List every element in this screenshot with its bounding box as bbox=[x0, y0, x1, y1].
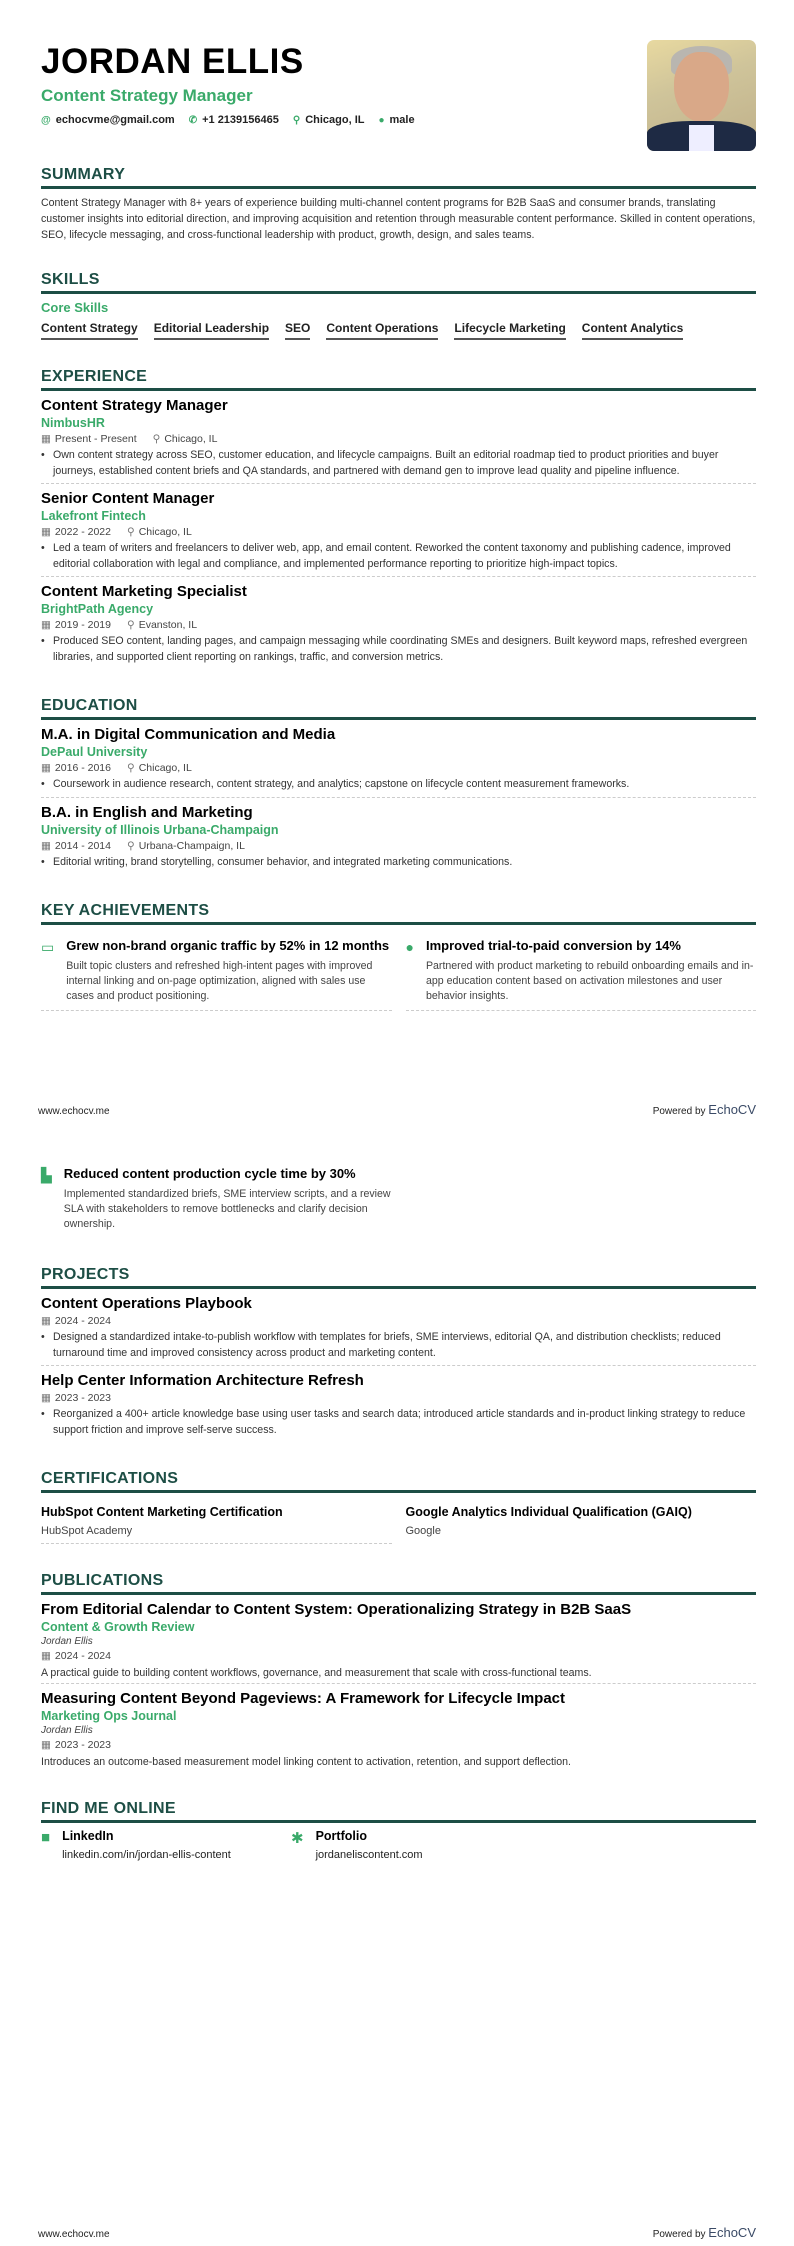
section-heading-skills: SKILLS bbox=[41, 271, 756, 294]
footer bbox=[38, 1102, 756, 1117]
achievement-item bbox=[406, 931, 757, 1011]
skill-tag: SEO bbox=[285, 321, 310, 340]
location: Chicago, IL bbox=[138, 762, 192, 774]
certifications-grid bbox=[41, 1499, 756, 1544]
location-icon: ⚲ bbox=[126, 839, 135, 852]
dates: 2016 - 2016 bbox=[54, 762, 111, 774]
project-title: Help Center Information Architecture Refresh bbox=[41, 1372, 364, 1389]
skill-tag: Content Operations bbox=[326, 321, 438, 340]
achievement-item bbox=[41, 1159, 392, 1238]
skill-tag: Content Analytics bbox=[582, 321, 684, 340]
school: DePaul University bbox=[41, 745, 148, 759]
achievement-title: Grew non-brand organic traffic by 52% in 12 months bbox=[66, 938, 390, 953]
location-icon: ⚲ bbox=[126, 619, 135, 631]
email[interactable]: echocvme@gmail.com bbox=[55, 114, 175, 126]
location-icon: ⚲ bbox=[126, 762, 135, 774]
degree: B.A. in English and Marketing bbox=[41, 803, 253, 821]
brand[interactable]: EchoCV bbox=[708, 2225, 756, 2240]
publication-entry bbox=[41, 1690, 756, 1772]
location: Chicago, IL bbox=[305, 114, 365, 126]
location: Chicago, IL bbox=[138, 526, 192, 538]
project-title: Content Operations Playbook bbox=[41, 1295, 252, 1312]
online-links bbox=[41, 1829, 756, 1861]
experience-entry bbox=[41, 583, 756, 669]
link-label: LinkedIn bbox=[62, 1829, 114, 1843]
location-icon: ⚲ bbox=[292, 115, 301, 126]
achievement-desc: Implemented standardized briefs, SME interview scripts, and a review SLA with stakeholders to remove bottlenecks and clarify decision ownership. bbox=[63, 1188, 391, 1230]
dates: 2023 - 2023 bbox=[54, 1392, 111, 1404]
speech-bubble-icon: ■ bbox=[41, 1829, 51, 1846]
education-entry bbox=[41, 726, 756, 798]
location-icon: ⚲ bbox=[152, 433, 161, 445]
section-heading-summary: SUMMARY bbox=[41, 166, 756, 189]
education-entry bbox=[41, 804, 756, 875]
summary-text: Content Strategy Manager with 8+ years of experience building multi-channel content programs for B2B SaaS and consumer brands, translating customer insights into editorial direction, and improving acquisition and retention through measurable content performance. Skilled in content operations, SEO, lifecycle messaging, and cross-functional leadership with product, growth, design, and sales teams. bbox=[41, 197, 756, 241]
certification-item bbox=[41, 1499, 392, 1544]
achievements-grid bbox=[41, 1159, 756, 1238]
gender: male bbox=[389, 114, 415, 126]
publisher: Content & Growth Review bbox=[41, 1620, 195, 1634]
bullet: • Editorial writing, brand storytelling, consumer behavior, and integrated marketing communications. bbox=[41, 855, 756, 871]
calendar-icon: ▦ bbox=[41, 526, 51, 538]
publication-title: Measuring Content Beyond Pageviews: A Framework for Lifecycle Impact bbox=[41, 1690, 566, 1707]
location: Evanston, IL bbox=[138, 619, 198, 631]
bullet: • Led a team of writers and freelancers to deliver web, app, and email content. Reworked the content taxonomy and publishing cadence, improved editorial collaboration with legal and compliance, and implemented performance reporting to prioritize high-impact topics. bbox=[41, 541, 756, 572]
achievement-title: Reduced content production cycle time by 30% bbox=[63, 1166, 356, 1181]
skill-tag: Lifecycle Marketing bbox=[454, 321, 565, 340]
publication-desc: A practical guide to building content workflows, governance, and measurement that scale with cross-functional teams. bbox=[41, 1667, 592, 1679]
publication-desc: Introduces an outcome-based measurement model linking content to activation, retention, and support deflection. bbox=[41, 1756, 572, 1768]
window-icon: ▭ bbox=[41, 939, 55, 955]
location: Chicago, IL bbox=[164, 433, 218, 445]
achievement-desc: Built topic clusters and refreshed high-intent pages with improved internal linking and on-page optimization, aligned with sales use cases and product positioning. bbox=[66, 960, 373, 1002]
job-title: Content Strategy Manager bbox=[41, 86, 253, 105]
location: Urbana-Champaign, IL bbox=[138, 839, 245, 852]
dates: Present - Present bbox=[54, 433, 137, 445]
chat-bubble-icon: ● bbox=[405, 939, 414, 955]
calendar-icon: ▦ bbox=[41, 1739, 51, 1751]
dates: 2022 - 2022 bbox=[54, 526, 111, 538]
bullet: • Own content strategy across SEO, customer education, and lifecycle campaigns. Built an editorial roadmap tied to product priorities and buyer journeys, established content briefs and QA standards, and partnered with demand gen to improve lead quality and pipeline influence. bbox=[41, 448, 756, 479]
page-2 bbox=[0, 1123, 794, 2246]
section-heading-publications: PUBLICATIONS bbox=[41, 1572, 756, 1595]
company: NimbusHR bbox=[41, 416, 105, 430]
calendar-icon: ▦ bbox=[41, 1392, 51, 1404]
name: JORDAN ELLIS bbox=[41, 42, 304, 81]
dates: 2023 - 2023 bbox=[54, 1739, 111, 1751]
section-heading-experience: EXPERIENCE bbox=[41, 368, 756, 391]
email-icon: @ bbox=[41, 115, 51, 126]
dates: 2014 - 2014 bbox=[54, 839, 111, 852]
bullet: • Reorganized a 400+ article knowledge base using user tasks and search data; introduced article standards and in-product linking strategy to reduce support friction and improve self-serve success. bbox=[41, 1407, 756, 1438]
skills-list bbox=[41, 321, 756, 340]
skill-tag: Content Strategy bbox=[41, 321, 138, 340]
certification-item bbox=[406, 1499, 757, 1544]
achievements-grid bbox=[41, 931, 756, 1011]
online-item-portfolio[interactable] bbox=[291, 1829, 501, 1861]
cert-name: HubSpot Content Marketing Certification bbox=[41, 1505, 283, 1519]
section-heading-achievements: KEY ACHIEVEMENTS bbox=[41, 902, 756, 925]
online-item-linkedin[interactable] bbox=[41, 1829, 251, 1861]
dates: 2019 - 2019 bbox=[54, 619, 111, 631]
section-heading-certifications: CERTIFICATIONS bbox=[41, 1470, 756, 1493]
powered-by: Powered by bbox=[652, 1106, 706, 1117]
publication-title: From Editorial Calendar to Content System: Operationalizing Strategy in B2B SaaS bbox=[41, 1601, 632, 1618]
footer-site[interactable]: www.echocv.me bbox=[38, 1106, 110, 1117]
section-heading-projects: PROJECTS bbox=[41, 1266, 756, 1289]
calendar-icon: ▦ bbox=[41, 1315, 51, 1327]
link-url[interactable]: linkedin.com/in/jordan-ellis-content bbox=[62, 1849, 231, 1861]
publisher: Marketing Ops Journal bbox=[41, 1709, 177, 1723]
link-url[interactable]: jordaneliscontent.com bbox=[315, 1849, 423, 1861]
project-entry bbox=[41, 1372, 756, 1442]
section-heading-education: EDUCATION bbox=[41, 697, 756, 720]
bullet: • Designed a standardized intake-to-publish workflow with templates for briefs, SME interviews, editorial QA, and distribution checklists; reduced turnaround time and improved consistency across product and marketing content. bbox=[41, 1330, 756, 1361]
bullet: • Coursework in audience research, content strategy, and analytics; capstone on lifecycle content measurement frameworks. bbox=[41, 777, 756, 793]
calendar-icon: ▦ bbox=[41, 433, 51, 445]
dates: 2024 - 2024 bbox=[54, 1315, 111, 1327]
calendar-icon: ▦ bbox=[41, 762, 51, 774]
person-icon: ● bbox=[378, 115, 385, 126]
publication-entry bbox=[41, 1601, 756, 1684]
powered-by: Powered by bbox=[652, 2229, 706, 2240]
profile-photo bbox=[647, 40, 756, 151]
degree: M.A. in Digital Communication and Media bbox=[41, 726, 336, 743]
cert-issuer: Google bbox=[405, 1525, 441, 1537]
bullet: • Produced SEO content, landing pages, and campaign messaging while coordinating SMEs and designers. Built keyword maps, refreshed evergreen libraries, and supported client reporting on rankings, traffic, and conversion metrics. bbox=[41, 634, 756, 665]
calendar-icon: ▦ bbox=[41, 839, 51, 852]
location-icon: ⚲ bbox=[126, 526, 135, 538]
achievement-desc: Partnered with product marketing to rebuild onboarding emails and in-app education content based on activation milestones and user behavior insights. bbox=[425, 960, 754, 1002]
phone-icon: ✆ bbox=[188, 115, 198, 126]
position-title: Senior Content Manager bbox=[41, 490, 215, 507]
brand[interactable]: EchoCV bbox=[708, 1102, 756, 1117]
school: University of Illinois Urbana-Champaign bbox=[41, 822, 279, 837]
achievement-title: Improved trial-to-paid conversion by 14% bbox=[425, 938, 681, 953]
phone[interactable]: +1 2139156465 bbox=[202, 114, 279, 126]
author: Jordan Ellis bbox=[41, 1725, 93, 1736]
footer-site[interactable]: www.echocv.me bbox=[38, 2229, 110, 2240]
cert-issuer: HubSpot Academy bbox=[41, 1525, 133, 1537]
company: BrightPath Agency bbox=[41, 602, 154, 616]
dates: 2024 - 2024 bbox=[54, 1650, 111, 1662]
position-title: Content Marketing Specialist bbox=[41, 583, 247, 600]
footer bbox=[38, 2225, 756, 2240]
position-title: Content Strategy Manager bbox=[41, 397, 228, 414]
company: Lakefront Fintech bbox=[41, 509, 146, 523]
link-label: Portfolio bbox=[315, 1829, 367, 1843]
cert-name: Google Analytics Individual Qualification (GAIQ) bbox=[405, 1505, 692, 1519]
skill-group-title: Core Skills bbox=[41, 300, 109, 315]
experience-entry bbox=[41, 490, 756, 577]
achievement-item bbox=[41, 931, 392, 1011]
skill-tag: Editorial Leadership bbox=[154, 321, 269, 340]
document-icon: ▙ bbox=[41, 1167, 52, 1183]
author: Jordan Ellis bbox=[41, 1636, 93, 1647]
project-entry bbox=[41, 1295, 756, 1366]
bug-icon: ✱ bbox=[291, 1830, 304, 1847]
calendar-icon: ▦ bbox=[41, 619, 51, 631]
calendar-icon: ▦ bbox=[41, 1650, 51, 1662]
section-heading-online: FIND ME ONLINE bbox=[41, 1800, 756, 1823]
experience-entry bbox=[41, 397, 756, 484]
